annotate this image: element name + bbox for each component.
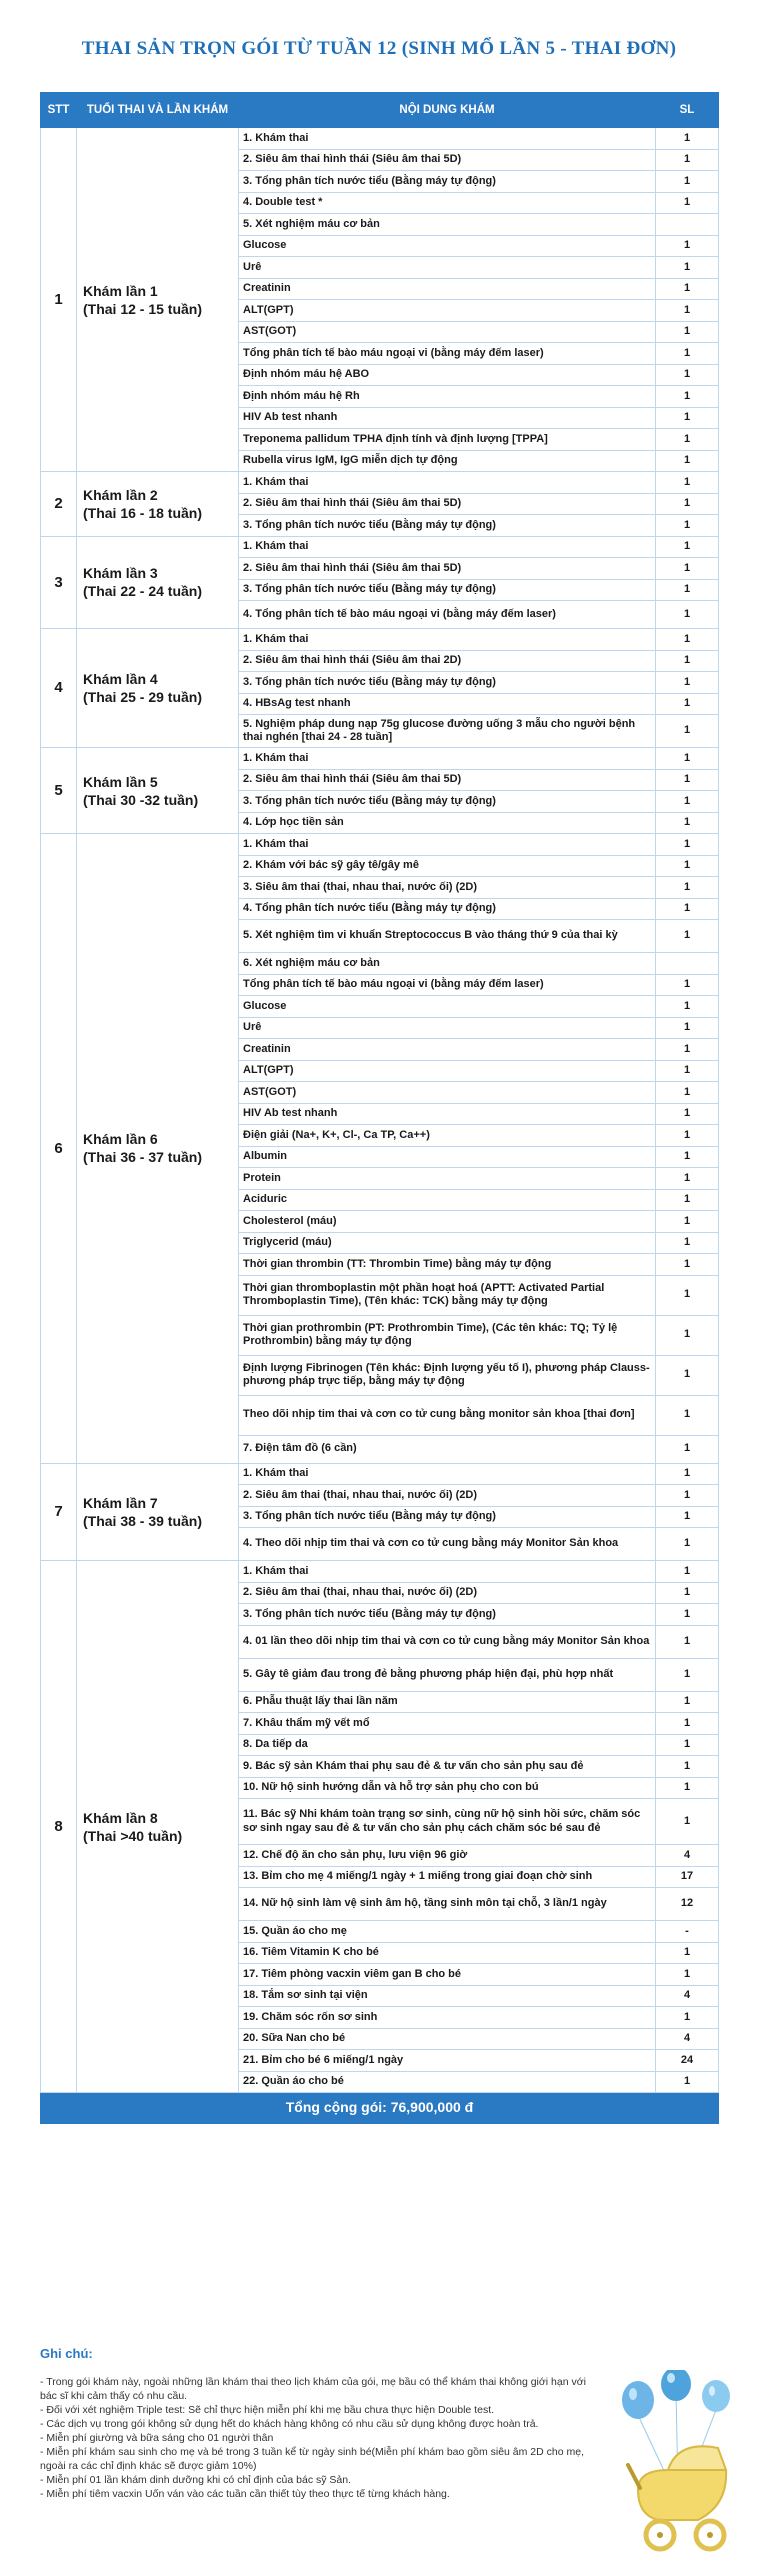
exam-quantity: 1 — [656, 1146, 719, 1168]
visit-name: Khám lần 8 — [83, 1809, 158, 1826]
visit-label — [77, 536, 239, 629]
exam-quantity: 1 — [656, 1082, 719, 1104]
exam-item: 4. Lớp học tiền sản — [239, 812, 656, 834]
exam-item: AST(GOT) — [239, 1082, 656, 1104]
exam-quantity: 24 — [656, 2050, 719, 2072]
exam-item: Thời gian thromboplastin một phần hoạt hoá (APTT: Activated Partial Thromboplastin Time), (Tên khác: TCK) bằng máy tự động — [239, 1275, 656, 1315]
exam-quantity: 1 — [656, 1691, 719, 1713]
exam-item: 22. Quần áo cho bé — [239, 2071, 656, 2093]
exam-item: Điện giải (Na+, K+, Cl-, Ca TP, Ca++) — [239, 1125, 656, 1147]
exam-quantity: 1 — [656, 386, 719, 408]
exam-item: 2. Siêu âm thai hình thái (Siêu âm thai 5D) — [239, 149, 656, 171]
exam-item: 2. Siêu âm thai (thai, nhau thai, nước ối) (2D) — [239, 1485, 656, 1507]
visit-number: 5 — [41, 748, 77, 834]
exam-item: 7. Khâu thẩm mỹ vết mổ — [239, 1713, 656, 1735]
note-line: - Miễn phí 01 lần khám dinh dưỡng khi có chỉ định của bác sỹ Sản. — [40, 2474, 352, 2486]
exam-item: 3. Tổng phân tích nước tiểu (Bằng máy tự động) — [239, 672, 656, 694]
exam-quantity: 1 — [656, 629, 719, 651]
exam-quantity: 1 — [656, 1355, 719, 1395]
exam-item: 5. Nghiệm pháp dung nạp 75g glucose đường uống 3 mẫu cho người bệnh thai nghén [thai 24 - 28 tuần] — [239, 715, 656, 748]
exam-item: Urê — [239, 1017, 656, 1039]
exam-item: Thời gian thrombin (TT: Thrombin Time) bằng máy tự động — [239, 1254, 656, 1276]
exam-quantity: 1 — [656, 693, 719, 715]
exam-quantity: 1 — [656, 1125, 719, 1147]
exam-item: 1. Khám thai — [239, 536, 656, 558]
exam-item: 6. Phẫu thuật lấy thai lần năm — [239, 1691, 656, 1713]
exam-item: Thời gian prothrombin (PT: Prothrombin Time), (Các tên khác: TQ; Tỷ lệ Prothrombin) bằng máy tự động — [239, 1315, 656, 1355]
exam-quantity: 1 — [656, 877, 719, 899]
visit-weeks: (Thai 25 - 29 tuần) — [83, 689, 203, 705]
exam-quantity: 1 — [656, 472, 719, 494]
header-stt: STT — [41, 93, 77, 128]
exam-quantity: 1 — [656, 898, 719, 920]
header-visit: TUỔI THAI VÀ LẦN KHÁM — [77, 93, 239, 128]
visit-name: Khám lần 3 — [83, 565, 158, 582]
exam-item: 11. Bác sỹ Nhi khám toàn trạng sơ sinh, cùng nữ hộ sinh hồi sức, chăm sóc sơ sinh ngay sau đẻ & tư vấn cho sản phụ cách chăm sóc bé sau đẻ — [239, 1799, 656, 1845]
table-row — [41, 629, 719, 651]
exam-item: 1. Khám thai — [239, 834, 656, 856]
exam-quantity: 1 — [656, 769, 719, 791]
exam-quantity — [656, 214, 719, 236]
exam-quantity: 1 — [656, 407, 719, 429]
exam-quantity: 1 — [656, 1435, 719, 1463]
exam-item: Rubella virus IgM, IgG miễn dịch tự động — [239, 450, 656, 472]
visit-name: Khám lần 5 — [83, 773, 158, 790]
exam-quantity: 1 — [656, 1561, 719, 1583]
exam-item: 3. Tổng phân tích nước tiểu (Bằng máy tự động) — [239, 515, 656, 537]
exam-quantity: 1 — [656, 171, 719, 193]
exam-quantity: 1 — [656, 2007, 719, 2029]
exam-quantity: 1 — [656, 1254, 719, 1276]
exam-item: 10. Nữ hộ sinh hướng dẫn và hỗ trợ sản phụ cho con bú — [239, 1777, 656, 1799]
exam-quantity: - — [656, 1921, 719, 1943]
exam-quantity: 12 — [656, 1888, 719, 1921]
exam-item: 12. Chế độ ăn cho sản phụ, lưu viện 96 giờ — [239, 1845, 656, 1867]
table-row — [41, 748, 719, 770]
exam-quantity: 1 — [656, 1528, 719, 1561]
exam-item: 1. Khám thai — [239, 1463, 656, 1485]
exam-item: 18. Tắm sơ sinh tại viện — [239, 1985, 656, 2007]
exam-item: 1. Khám thai — [239, 128, 656, 150]
exam-quantity: 1 — [656, 974, 719, 996]
visit-weeks: (Thai 16 - 18 tuần) — [83, 504, 203, 521]
exam-item: 4. Tổng phân tích tế bào máu ngoại vi (bằng máy đếm laser) — [239, 601, 656, 629]
visit-name: Khám lần 1 — [83, 282, 158, 299]
exam-item: 1. Khám thai — [239, 1561, 656, 1583]
exam-item: 17. Tiêm phòng vacxin viêm gan B cho bé — [239, 1964, 656, 1986]
exam-quantity: 1 — [656, 996, 719, 1018]
exam-quantity: 1 — [656, 855, 719, 877]
exam-item: Định lượng Fibrinogen (Tên khác: Định lượng yếu tố I), phương pháp Clauss- phương pháp trực tiếp, bằng máy tự động — [239, 1355, 656, 1395]
exam-quantity: 1 — [656, 1039, 719, 1061]
header-sl: SL — [656, 93, 719, 128]
exam-quantity: 1 — [656, 343, 719, 365]
exam-quantity: 1 — [656, 1625, 719, 1658]
note-line: - Trong gói khám này, ngoài những lần khám thai theo lịch khám của gói, mẹ bầu có thể khám thai không giới hạn với bác sĩ khi cảm thấy có nhu cầu. — [40, 2376, 586, 2402]
exam-quantity: 1 — [656, 1713, 719, 1735]
exam-quantity: 1 — [656, 257, 719, 279]
exam-item: ALT(GPT) — [239, 1060, 656, 1082]
table-row — [41, 1561, 719, 1583]
table-row — [41, 536, 719, 558]
visit-number: 8 — [41, 1561, 77, 2093]
exam-item: 15. Quần áo cho mẹ — [239, 1921, 656, 1943]
exam-quantity: 1 — [656, 791, 719, 813]
exam-quantity: 1 — [656, 429, 719, 451]
exam-quantity: 1 — [656, 1189, 719, 1211]
exam-item: 2. Siêu âm thai hình thái (Siêu âm thai 5D) — [239, 558, 656, 580]
visit-weeks: (Thai 30 -32 tuần) — [83, 791, 199, 808]
exam-item: 1. Khám thai — [239, 748, 656, 770]
note-line: - Các dịch vụ trong gói không sử dụng hết do khách hàng không có nhu cầu sử dụng không được hoàn trả. — [40, 2418, 539, 2430]
exam-quantity: 1 — [656, 128, 719, 150]
exam-quantity: 1 — [656, 235, 719, 257]
exam-item: 16. Tiêm Vitamin K cho bé — [239, 1942, 656, 1964]
exam-item: Glucose — [239, 235, 656, 257]
exam-quantity: 1 — [656, 1777, 719, 1799]
exam-item: Theo dõi nhịp tim thai và cơn co tử cung bằng monitor sản khoa [thai đơn] — [239, 1395, 656, 1435]
exam-quantity: 1 — [656, 192, 719, 214]
note-line: - Đối với xét nghiệm Triple test: Sẽ chỉ thực hiện miễn phí khi mẹ bầu chưa thực hiện Double test. — [40, 2404, 495, 2416]
exam-quantity: 1 — [656, 1604, 719, 1626]
visit-label — [77, 128, 239, 472]
exam-quantity: 1 — [656, 321, 719, 343]
visit-weeks: (Thai 22 - 24 tuần) — [83, 583, 203, 600]
exam-quantity: 1 — [656, 1964, 719, 1986]
exam-quantity: 1 — [656, 493, 719, 515]
total-row — [41, 2093, 719, 2124]
visit-number: 1 — [41, 128, 77, 472]
exam-item: HIV Ab test nhanh — [239, 1103, 656, 1125]
exam-item: 1. Khám thai — [239, 472, 656, 494]
exam-item: Định nhóm máu hệ Rh — [239, 386, 656, 408]
exam-item: 4. Double test * — [239, 192, 656, 214]
note-line: - Miễn phí khám sau sinh cho mẹ và bé trong 3 tuần kể từ ngày sinh bé(Miễn phí khám bao gồm siêu âm 2D cho mẹ, ngoài ra các chỉ định khác sẽ được giảm 10%) — [40, 2446, 584, 2472]
visit-label — [77, 629, 239, 748]
exam-item: Triglycerid (máu) — [239, 1232, 656, 1254]
package-table — [40, 92, 719, 2124]
exam-item: 3. Tổng phân tích nước tiểu (Bằng máy tự động) — [239, 171, 656, 193]
exam-quantity: 1 — [656, 715, 719, 748]
visit-number: 3 — [41, 536, 77, 629]
exam-item: 4. 01 lần theo dõi nhịp tim thai và cơn co tử cung bằng máy Monitor Sản khoa — [239, 1625, 656, 1658]
exam-item: Aciduric — [239, 1189, 656, 1211]
exam-quantity: 1 — [656, 1275, 719, 1315]
exam-quantity: 4 — [656, 1985, 719, 2007]
exam-quantity: 1 — [656, 1485, 719, 1507]
exam-quantity: 1 — [656, 834, 719, 856]
exam-item: Tổng phân tích tế bào máu ngoại vi (bằng máy đếm laser) — [239, 974, 656, 996]
exam-item: Glucose — [239, 996, 656, 1018]
table-header-row — [41, 93, 719, 128]
exam-quantity: 1 — [656, 601, 719, 629]
visit-weeks: (Thai 36 - 37 tuần) — [83, 1149, 203, 1166]
exam-quantity: 17 — [656, 1866, 719, 1888]
exam-item: 2. Siêu âm thai (thai, nhau thai, nước ối) (2D) — [239, 1582, 656, 1604]
exam-quantity: 1 — [656, 1168, 719, 1190]
exam-quantity: 1 — [656, 812, 719, 834]
exam-item: 7. Điện tâm đồ (6 cần) — [239, 1435, 656, 1463]
exam-item: 4. Tổng phân tích nước tiểu (Bằng máy tự động) — [239, 898, 656, 920]
exam-item: 2. Siêu âm thai hình thái (Siêu âm thai 2D) — [239, 650, 656, 672]
exam-item: 2. Siêu âm thai hình thái (Siêu âm thai 5D) — [239, 493, 656, 515]
table-row — [41, 1463, 719, 1485]
exam-quantity: 1 — [656, 149, 719, 171]
exam-item: 13. Bỉm cho mẹ 4 miếng/1 ngày + 1 miếng trong giai đoạn chờ sinh — [239, 1866, 656, 1888]
exam-quantity: 1 — [656, 1756, 719, 1778]
exam-item: 5. Xét nghiệm tìm vi khuẩn Streptococcus B vào tháng thứ 9 của thai kỳ — [239, 920, 656, 953]
exam-item: ALT(GPT) — [239, 300, 656, 322]
notes-title: Ghi chú: — [40, 2346, 93, 2361]
exam-item: 3. Tổng phân tích nước tiểu (Bằng máy tự động) — [239, 791, 656, 813]
notes-list — [40, 2375, 600, 2501]
exam-quantity: 1 — [656, 1315, 719, 1355]
visit-weeks: (Thai 38 - 39 tuần) — [83, 1512, 203, 1529]
visit-name: Khám lần 6 — [83, 1131, 158, 1148]
exam-quantity: 1 — [656, 1463, 719, 1485]
exam-quantity: 4 — [656, 1845, 719, 1867]
exam-quantity: 1 — [656, 1060, 719, 1082]
page-title: THAI SẢN TRỌN GÓI TỪ TUẦN 12 (SINH MỔ LẦN 5 - THAI ĐƠN) — [81, 38, 677, 59]
exam-quantity: 1 — [656, 1232, 719, 1254]
exam-quantity: 1 — [656, 1658, 719, 1691]
baby-stroller-with-balloons-icon — [598, 2370, 748, 2555]
exam-quantity: 1 — [656, 1211, 719, 1233]
exam-quantity: 1 — [656, 1506, 719, 1528]
exam-item: HIV Ab test nhanh — [239, 407, 656, 429]
visit-number: 7 — [41, 1463, 77, 1561]
exam-item: Treponema pallidum TPHA định tính và định lượng [TPPA] — [239, 429, 656, 451]
exam-item: 5. Xét nghiệm máu cơ bản — [239, 214, 656, 236]
exam-item: 2. Siêu âm thai hình thái (Siêu âm thai 5D) — [239, 769, 656, 791]
exam-item: Creatinin — [239, 278, 656, 300]
exam-quantity: 1 — [656, 1395, 719, 1435]
note-line: - Miễn phí giường và bữa sáng cho 01 người thân — [40, 2432, 274, 2444]
total-price: Tổng cộng gói: 76,900,000 đ — [41, 2093, 719, 2124]
exam-quantity: 1 — [656, 536, 719, 558]
visit-label — [77, 1463, 239, 1561]
exam-item: 3. Tổng phân tích nước tiểu (Bằng máy tự động) — [239, 579, 656, 601]
visit-number: 2 — [41, 472, 77, 537]
notes-section — [40, 2346, 600, 2501]
exam-quantity — [656, 953, 719, 975]
visit-label — [77, 472, 239, 537]
exam-quantity: 1 — [656, 650, 719, 672]
exam-item: Tổng phân tích tế bào máu ngoại vi (bằng máy đếm laser) — [239, 343, 656, 365]
exam-quantity: 1 — [656, 1799, 719, 1845]
exam-item: Cholesterol (máu) — [239, 1211, 656, 1233]
exam-item: 14. Nữ hộ sinh làm vệ sinh âm hộ, tầng sinh môn tại chỗ, 3 lần/1 ngày — [239, 1888, 656, 1921]
visit-label — [77, 834, 239, 1464]
exam-item: 19. Chăm sóc rốn sơ sinh — [239, 2007, 656, 2029]
visit-name: Khám lần 7 — [83, 1494, 158, 1511]
exam-item: 3. Tổng phân tích nước tiểu (Bằng máy tự động) — [239, 1604, 656, 1626]
exam-item: 3. Siêu âm thai (thai, nhau thai, nước ối) (2D) — [239, 877, 656, 899]
exam-quantity: 1 — [656, 2071, 719, 2093]
visit-weeks: (Thai 12 - 15 tuần) — [83, 300, 203, 317]
exam-item: Protein — [239, 1168, 656, 1190]
exam-item: 4. HBsAg test nhanh — [239, 693, 656, 715]
exam-item: 4. Theo dõi nhịp tim thai và cơn co tử cung bằng máy Monitor Sản khoa — [239, 1528, 656, 1561]
visit-number: 6 — [41, 834, 77, 1464]
table-row — [41, 472, 719, 494]
table-row — [41, 834, 719, 856]
exam-quantity: 1 — [656, 579, 719, 601]
exam-item: 8. Da tiếp da — [239, 1734, 656, 1756]
exam-quantity: 4 — [656, 2028, 719, 2050]
exam-quantity: 1 — [656, 300, 719, 322]
exam-quantity: 1 — [656, 748, 719, 770]
visit-number: 4 — [41, 629, 77, 748]
exam-quantity: 1 — [656, 450, 719, 472]
visit-label — [77, 1561, 239, 2093]
exam-item: 3. Tổng phân tích nước tiểu (Bằng máy tự động) — [239, 1506, 656, 1528]
visit-weeks: (Thai >40 tuần) — [83, 1827, 183, 1844]
exam-item: Định nhóm máu hệ ABO — [239, 364, 656, 386]
exam-item: 2. Khám với bác sỹ gây tê/gây mê — [239, 855, 656, 877]
exam-quantity: 1 — [656, 1017, 719, 1039]
table-body — [41, 128, 719, 2093]
exam-quantity: 1 — [656, 1942, 719, 1964]
visit-name: Khám lần 4 — [83, 671, 158, 687]
header-content: NỘI DUNG KHÁM — [239, 93, 656, 128]
visit-name: Khám lần 2 — [83, 486, 158, 503]
exam-quantity: 1 — [656, 672, 719, 694]
table-row — [41, 128, 719, 150]
exam-quantity: 1 — [656, 558, 719, 580]
visit-label — [77, 748, 239, 834]
exam-quantity: 1 — [656, 278, 719, 300]
exam-item: 6. Xét nghiệm máu cơ bản — [239, 953, 656, 975]
exam-item: 1. Khám thai — [239, 629, 656, 651]
exam-item: 20. Sữa Nan cho bé — [239, 2028, 656, 2050]
exam-quantity: 1 — [656, 515, 719, 537]
exam-item: Albumin — [239, 1146, 656, 1168]
exam-quantity: 1 — [656, 920, 719, 953]
exam-item: AST(GOT) — [239, 321, 656, 343]
note-line: - Miễn phí tiêm vacxin Uốn ván vào các tuần cần thiết tùy theo thực tế từng khách hàng. — [40, 2488, 450, 2500]
exam-item: 21. Bỉm cho bé 6 miếng/1 ngày — [239, 2050, 656, 2072]
exam-item: Urê — [239, 257, 656, 279]
exam-quantity: 1 — [656, 1734, 719, 1756]
exam-quantity: 1 — [656, 364, 719, 386]
exam-quantity: 1 — [656, 1103, 719, 1125]
exam-item: 5. Gây tê giảm đau trong đẻ bằng phương pháp hiện đại, phù hợp nhất — [239, 1658, 656, 1691]
exam-quantity: 1 — [656, 1582, 719, 1604]
exam-item: 9. Bác sỹ sản Khám thai phụ sau đẻ & tư vấn cho sản phụ sau đẻ — [239, 1756, 656, 1778]
exam-item: Creatinin — [239, 1039, 656, 1061]
